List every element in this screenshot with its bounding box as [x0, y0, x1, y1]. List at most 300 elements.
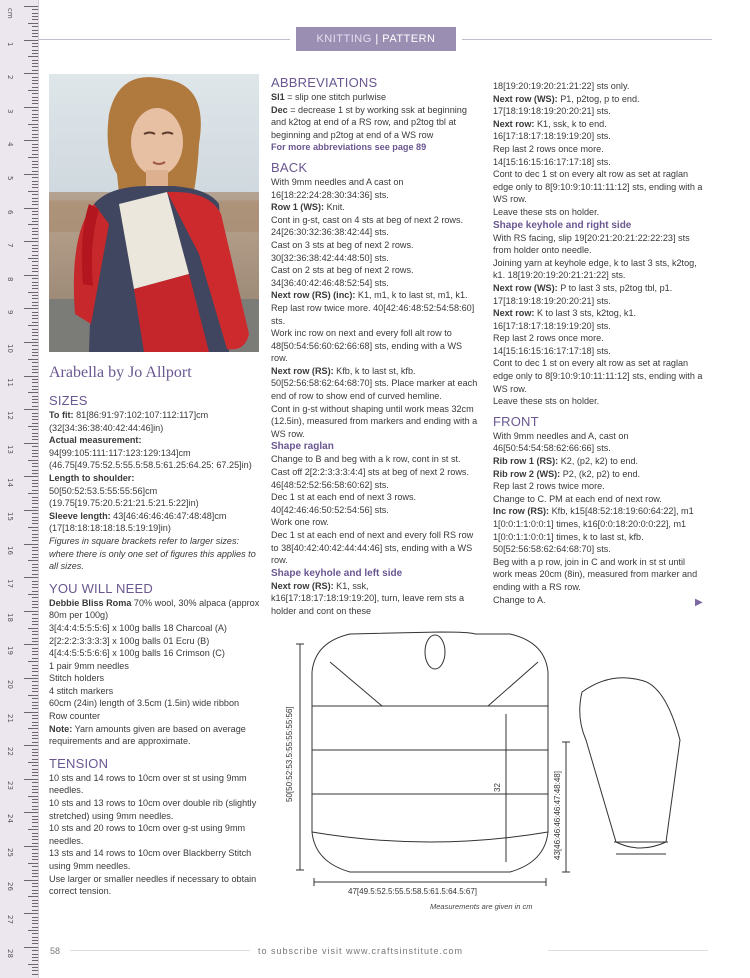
ruler-tick: [32, 950, 38, 951]
ruler-tick: [32, 248, 38, 249]
right-text: Cont to dec 1 st on every alt row as set at raglan edge only to 8[9:10:9:10:11:11:12] sts, ending with a WS row.: [493, 358, 703, 394]
ruler-tick: [32, 755, 38, 756]
tension-heading: TENSION: [49, 755, 109, 771]
ruler-tick: [32, 604, 38, 605]
ruler-tick: [24, 174, 38, 175]
rib-row2-text: [493, 468, 705, 481]
ruler-tick: [32, 167, 38, 168]
banner-subtitle: PATTERN INSTRUCTIONS: [331, 33, 436, 69]
ruler-tick: [32, 940, 38, 941]
ruler-tick: [28, 695, 38, 696]
front-heading: FRONT: [493, 413, 539, 429]
ws-row-value: P1, p2tog, p to end. 17[18:19:18:19:20:20:21] sts.: [493, 93, 640, 117]
hem-curve: [312, 832, 548, 842]
subscribe-link[interactable]: to subscribe visit www.craftsinstitute.com: [258, 946, 464, 956]
raglan-text: Dec 1 st at each end of next and every foll RS row to 38[40:42:40:42:44:44:46] sts, ending with a WS row.: [271, 530, 474, 566]
ruler-tick: [28, 527, 38, 528]
tension-item: 13 sts and 14 rows to 10cm over Blackberry Stitch using 9mm needles.: [49, 848, 252, 871]
ruler-tick: [32, 355, 38, 356]
back-text: Cast on 3 sts at beg of next 2 rows. 30[32:36:38:42:44:48:50] sts.: [271, 239, 414, 263]
ruler-tick: [32, 466, 38, 467]
front-text: Change to A.: [493, 594, 546, 605]
figures-note: Figures in square brackets refer to larger sizes: where there is only one set of figures this applies to all sizes.: [49, 535, 256, 572]
rs-row-text: [493, 307, 705, 332]
ruler-tick: [32, 597, 38, 598]
need-item: 4[4:4:5:5:5:6:6] x 100g balls 16 Crimson (C): [49, 648, 225, 659]
ruler-tick: [32, 33, 38, 34]
ruler-tick: [32, 507, 38, 508]
ruler-tick: [32, 806, 38, 807]
ruler-tick: [32, 870, 38, 871]
middle-column: [271, 72, 479, 618]
ruler-tick: [32, 631, 38, 632]
ruler-tick: [28, 964, 38, 965]
banner-separator: |: [371, 33, 383, 45]
ruler-tick: [32, 261, 38, 262]
sleeve-value: 43[46:46:46:46:47:48:48]cm (17[18:18:18:18:18.5:19:19]in): [49, 510, 227, 534]
ruler-tick: [32, 198, 38, 199]
ruler-tick: [32, 974, 38, 975]
ruler-tick: [32, 80, 38, 81]
ruler-tick: [32, 886, 38, 887]
ruler-label: 9: [6, 310, 14, 315]
ruler-tick: [32, 725, 38, 726]
ruler-tick: [28, 728, 38, 729]
ruler-tick: [24, 779, 38, 780]
ruler-label: 7: [6, 243, 14, 248]
ruler-tick: [32, 927, 38, 928]
ruler-tick: [32, 278, 38, 279]
ruler-tick: [32, 890, 38, 891]
ruler-tick: [32, 883, 38, 884]
ruler-tick: [24, 73, 38, 74]
ruler-label: 24: [6, 814, 14, 824]
ruler-label: 2: [6, 75, 14, 80]
ruler-tick: [24, 745, 38, 746]
ruler-tick: [32, 675, 38, 676]
ruler-tick: [24, 409, 38, 410]
ruler-tick: [32, 759, 38, 760]
right-text: Rep last 2 rows once more. 14[15:16:15:16:17:17:18] sts.: [493, 143, 611, 167]
ruler-tick: [32, 164, 38, 165]
ruler-tick: [32, 933, 38, 934]
ruler-tick: [32, 322, 38, 323]
shape-keyhole-right-heading: Shape keyhole and right side: [493, 219, 632, 231]
ruler-tick: [32, 329, 38, 330]
ruler-tick: [32, 688, 38, 689]
ruler-tick: [32, 735, 38, 736]
ruler-tick: [32, 211, 38, 212]
ruler-tick: [32, 463, 38, 464]
ruler-tick: [32, 893, 38, 894]
ruler-tick: [32, 305, 38, 306]
ruler-tick: [24, 812, 38, 813]
more-abbreviations-link[interactable]: For more abbreviations see page 89: [271, 142, 427, 153]
ruler-tick: [24, 241, 38, 242]
ruler-tick: [32, 856, 38, 857]
ruler-tick: [32, 389, 38, 390]
ruler-tick: [32, 500, 38, 501]
ruler-tick: [32, 66, 38, 67]
ruler-tick: [32, 906, 38, 907]
yarn-note: [49, 723, 261, 748]
ruler-tick: [32, 46, 38, 47]
need-item: 60cm (24in) length of 3.5cm (1.5in) wide ribbon: [49, 698, 240, 709]
ruler-tick: [32, 483, 38, 484]
ruler-label: 13: [6, 444, 14, 454]
ruler-tick: [32, 618, 38, 619]
ruler-tick: [24, 140, 38, 141]
front-text: Rep last 2 rows twice more.: [493, 481, 605, 492]
ruler-tick: [32, 722, 38, 723]
ruler-tick: [32, 859, 38, 860]
ruler-tick: [32, 453, 38, 454]
tension-item: Use larger or smaller needles if necessary to obtain correct tension.: [49, 873, 257, 897]
ruler-tick: [32, 648, 38, 649]
shape-raglan-heading: Shape raglan: [271, 441, 334, 453]
banner-rule-left: [38, 39, 290, 40]
ruler-tick: [32, 866, 38, 867]
ruler-tick: [28, 863, 38, 864]
ruler-tick: [32, 530, 38, 531]
ruler-tick: [32, 50, 38, 51]
ruler-tick: [32, 30, 38, 31]
ruler-tick: [32, 53, 38, 54]
ruler-tick: [32, 833, 38, 834]
banner-rule-right: [462, 39, 712, 40]
next-row-text: [271, 365, 479, 403]
ruler-tick: [32, 204, 38, 205]
ruler-tick: [32, 607, 38, 608]
ruler-tick: [28, 359, 38, 360]
ruler-label: 17: [6, 579, 14, 589]
raglan-text: Work one row.: [271, 517, 329, 528]
ruler-tick: [32, 742, 38, 743]
need-item: 2[2:2:2:3:3:3:3] x 100g balls 01 Ecru (B): [49, 635, 210, 646]
pattern-title: Arabella by Jo Allport: [49, 364, 192, 381]
ruler-tick: [32, 382, 38, 383]
ruler-tick: [32, 520, 38, 521]
ruler-tick: [32, 816, 38, 817]
ruler-tick: [32, 903, 38, 904]
yarn-text: [49, 597, 261, 622]
model-photo: [49, 74, 259, 352]
ruler-tick: [32, 826, 38, 827]
ruler-tick: [32, 470, 38, 471]
raglan-text: Dec 1 st at each end of next 3 rows. 40[42:46:46:50:52:54:56] sts.: [271, 492, 417, 515]
ruler-tick: [32, 943, 38, 944]
ruler-tick: [32, 819, 38, 820]
ruler-tick: [32, 634, 38, 635]
ruler-tick: [32, 839, 38, 840]
row1-label: Row 1 (WS):: [271, 202, 325, 213]
ruler-tick: [28, 90, 38, 91]
ruler-label: 18: [6, 612, 14, 622]
ruler-tick: [32, 312, 38, 313]
footer-rule-left: [70, 950, 250, 951]
ruler-tick: [32, 708, 38, 709]
ruler-tick: [28, 594, 38, 595]
ruler-tick: [28, 829, 38, 830]
back-text: Cast on 2 sts at beg of next 2 rows. 34[36:40:42:46:48:52:54] sts.: [271, 265, 414, 288]
ruler-tick: [32, 77, 38, 78]
ruler-tick: [32, 97, 38, 98]
ruler-tick: [32, 194, 38, 195]
inc-row-value: Kfb, k15[48:52:18:19:60:64:22], m1 1[0:0:1:1:0:0:1] times, k16[0:0:18:20:0:0:22], m1 1[0:0:1:1:0:0:1] times, k to last st, kfb. 50[52:56:58:62:64:68:70] sts.: [493, 506, 694, 555]
ruler-label: 20: [6, 680, 14, 689]
ruler-tick: [32, 187, 38, 188]
ruler-tick: [32, 335, 38, 336]
ruler-tick: [32, 429, 38, 430]
ruler-tick: [32, 584, 38, 585]
rs-row-label: Next row:: [493, 118, 535, 129]
ruler-label: 14: [6, 478, 14, 488]
ruler-tick: [32, 332, 38, 333]
ruler-tick: [28, 124, 38, 125]
ruler-tick: [28, 896, 38, 897]
ruler-tick: [28, 930, 38, 931]
ruler-label: 27: [6, 915, 14, 925]
ruler-tick: [32, 937, 38, 938]
ruler-tick: [24, 308, 38, 309]
height-label: 50[50:52:53.5:55:55:55:56]: [285, 706, 294, 802]
ruler-tick: [32, 379, 38, 380]
garment-schematic: [270, 622, 700, 902]
ruler-tick: [32, 554, 38, 555]
ruler-tick: [32, 534, 38, 535]
ruler-tick: [24, 678, 38, 679]
inner-height-label: 32: [493, 783, 502, 792]
right-text: Leave these sts on holder.: [493, 206, 600, 217]
sleeve-dimension-line: [562, 742, 570, 872]
to-fit-label: To fit:: [49, 410, 74, 420]
ruler-label: 12: [6, 411, 14, 421]
ruler-tick: [32, 214, 38, 215]
right-text: 18[19:20:19:20:21:21:22] sts only.: [493, 81, 630, 91]
ruler-tick: [32, 970, 38, 971]
left-column: [49, 390, 261, 898]
ruler-tick: [32, 228, 38, 229]
ruler-tick: [32, 547, 38, 548]
ruler-tick: [32, 103, 38, 104]
abbreviations-heading: ABBREVIATIONS: [271, 75, 378, 90]
ruler-tick: [24, 6, 38, 7]
ruler-tick: [32, 654, 38, 655]
you-will-need-heading: YOU WILL NEED: [49, 580, 153, 596]
rib-row2-label: Rib row 2 (WS):: [493, 468, 561, 479]
ruler-tick: [32, 386, 38, 387]
rib-row1-value: K2, (p2, k2) to end.: [558, 456, 639, 467]
ruler-tick: [32, 732, 38, 733]
ruler-tick: [32, 110, 38, 111]
need-item: 1 pair 9mm needles: [49, 660, 129, 671]
ruler-tick: [32, 43, 38, 44]
back-text: Cont in g-st, cast on 4 sts at beg of next 2 rows. 24[26:30:32:36:38:42:44] sts.: [271, 214, 464, 238]
ruler-label: 8: [6, 276, 14, 282]
ruler-label: 23: [6, 780, 14, 790]
front-text: Change to C. PM at each end of next row.: [493, 493, 662, 504]
need-item: 4 stitch markers: [49, 685, 114, 696]
ruler-tick: [28, 560, 38, 561]
ruler-tick: [32, 550, 38, 551]
diagram-caption: Measurements are given in cm: [430, 902, 533, 911]
ruler-tick: [32, 581, 38, 582]
ruler-tick: [32, 36, 38, 37]
ruler-tick: [32, 114, 38, 115]
ruler-tick: [32, 318, 38, 319]
ruler-tick: [32, 668, 38, 669]
ruler-tick: [24, 611, 38, 612]
ruler-tick: [32, 967, 38, 968]
ruler-label: 11: [6, 377, 14, 387]
shape-keyhole-left-heading: Shape keyhole and left side: [271, 567, 403, 579]
ruler-tick: [32, 910, 38, 911]
next-row-label: Next row (RS):: [271, 365, 334, 376]
ruler-tick: [32, 658, 38, 659]
continue-arrow-icon: ▶: [695, 597, 703, 608]
ruler-tick: [24, 443, 38, 444]
sleeve-text: [49, 510, 261, 535]
ruler-label: 1: [6, 41, 14, 47]
rib-row1-text: [493, 455, 705, 468]
ruler-tick: [32, 638, 38, 639]
ruler-tick: [32, 473, 38, 474]
ruler-tick: [32, 120, 38, 121]
ruler-tick: [32, 917, 38, 918]
rs-row-value: K to last 3 sts, k2tog, k1. 16[17:18:17:18:19:19:20] sts.: [493, 308, 637, 331]
ruler-tick: [32, 537, 38, 538]
keyhole-row-value: K1, ssk, k16[17:18:17:18:19:19:20], turn, leave rem sts a holder and cont on these: [271, 580, 465, 616]
right-text: With RS facing, slip 19[20:21:20:21:22:22:23] sts from holder onto needle.: [493, 232, 690, 256]
ruler-tick: [32, 161, 38, 162]
sizes-heading: SIZES: [49, 393, 88, 408]
ruler-tick: [32, 137, 38, 138]
body-outline: [312, 632, 548, 872]
ruler-tick: [32, 873, 38, 874]
to-fit-value: 81[86:91:97:102:107:112:117]cm (32[34:36:38:40:42:44:46]in): [49, 410, 209, 433]
colour-bands: [312, 706, 548, 794]
abbr-sl1: [271, 91, 479, 104]
ruler-tick: [32, 399, 38, 400]
ruler-tick: [32, 954, 38, 955]
actual-label: Actual measurement:: [49, 435, 142, 446]
ruler-tick: [32, 298, 38, 299]
ruler-tick: [32, 231, 38, 232]
ruler-tick: [32, 369, 38, 370]
ruler-tick: [32, 60, 38, 61]
ruler-tick: [32, 315, 38, 316]
ruler-tick: [32, 843, 38, 844]
ruler-tick: [32, 416, 38, 417]
back-text: With 9mm needles and A cast on 16[18:22:24:28:30:34:36] sts.: [271, 176, 404, 200]
ruler-tick: [32, 900, 38, 901]
ruler-tick: [24, 510, 38, 511]
abbr-dec-label: Dec: [271, 104, 288, 115]
ruler-tick: [24, 644, 38, 645]
ruler-tick: [32, 439, 38, 440]
ruler-label: 4: [6, 142, 14, 147]
ruler-tick: [28, 796, 38, 797]
ruler-tick: [24, 376, 38, 377]
ruler-tick: [32, 339, 38, 340]
need-item: 3[4:4:4:5:5:5:6] x 100g balls 18 Charcoal (A): [49, 622, 227, 633]
inc-row-text: [271, 289, 479, 302]
ruler-tick: [32, 285, 38, 286]
ruler-tick: [28, 493, 38, 494]
keyhole-shape: [425, 635, 445, 669]
ruler-tick: [32, 450, 38, 451]
ruler-tick: [32, 786, 38, 787]
ruler-tick: [32, 13, 38, 14]
ruler-tick: [32, 372, 38, 373]
ruler-tick: [32, 366, 38, 367]
ruler-tick: [32, 772, 38, 773]
ruler-tick: [24, 577, 38, 578]
right-column: [493, 80, 705, 606]
ws-row-value: P to last 3 sts, p2tog tbl, p1. 17[18:19:18:19:20:20:21] sts.: [493, 282, 673, 306]
note-label: Note:: [49, 723, 73, 734]
sleeve-label: Sleeve length:: [49, 510, 111, 521]
ruler-tick: [32, 396, 38, 397]
front-text: With 9mm needles and A, cast on 46[50:54:54:58:62:66:66] sts.: [493, 430, 629, 454]
ruler-tick: [32, 564, 38, 565]
sleeve-length-label: 43[46:46:46:46:47:48:48]: [553, 771, 562, 860]
row1-value: Knit.: [324, 202, 345, 213]
ruler-tick: [32, 849, 38, 850]
ruler-tick: [32, 245, 38, 246]
ruler-tick: [32, 184, 38, 185]
sleeve-outline: [580, 678, 680, 848]
ruler-tick: [32, 503, 38, 504]
ruler-tick: [32, 255, 38, 256]
back-text: Work inc row on next and every foll alt row to 48[50:54:56:60:62:66:68] sts, ending with a WS row.: [271, 328, 463, 364]
ruler-tick: [28, 392, 38, 393]
ruler-tick: [32, 601, 38, 602]
ruler-tick: [32, 792, 38, 793]
ruler-tick: [32, 574, 38, 575]
ruler-tick: [32, 614, 38, 615]
shoulder-value: 50[50:52:53.5:55:55:56]cm (19.75[19.75:20.5:21:21.5:21.5:22]in): [49, 485, 199, 509]
ruler-tick: [32, 738, 38, 739]
ruler-tick: [24, 476, 38, 477]
keyhole-text: [271, 580, 479, 618]
ws-row-label: Next row (WS):: [493, 93, 558, 104]
ruler-tick: [32, 295, 38, 296]
ruler-tick: [32, 345, 38, 346]
ruler-tick: [32, 456, 38, 457]
ruler-label: 16: [6, 545, 14, 555]
inc-row-label: Next row (RS) (inc):: [271, 290, 356, 301]
keyhole-row-label: Next row (RS):: [271, 580, 334, 591]
ruler-tick: [32, 177, 38, 178]
ruler-tick: [32, 402, 38, 403]
ruler-tick: [32, 349, 38, 350]
ruler-tick: [32, 920, 38, 921]
ruler-tick: [32, 150, 38, 151]
ruler-tick: [24, 712, 38, 713]
ruler-tick: [32, 26, 38, 27]
ruler-tick: [32, 100, 38, 101]
back-heading: BACK: [271, 159, 308, 175]
ruler-tick: [32, 765, 38, 766]
right-text: Leave these sts on holder.: [493, 396, 600, 407]
ruler-tick: [32, 587, 38, 588]
ruler-tick: [32, 513, 38, 514]
ruler-tick: [24, 544, 38, 545]
ruler-tick: [32, 523, 38, 524]
ws-row-text: [493, 93, 705, 118]
ruler-label: 22: [6, 747, 14, 757]
